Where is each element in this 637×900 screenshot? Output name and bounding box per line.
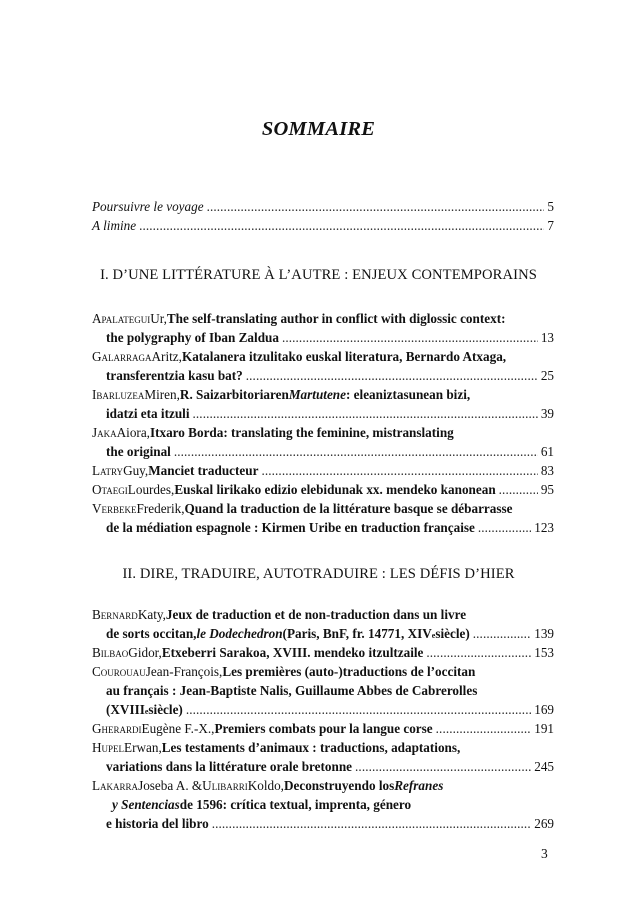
entry-title: Manciet traducteur <box>148 463 259 478</box>
toc-line <box>92 624 554 643</box>
dot-leader <box>478 518 531 537</box>
superscript: e <box>431 631 436 640</box>
author-name: Eugène F.-X., <box>141 721 215 736</box>
section-heading-1: I. D’UNE LITTÉRATURE À L’AUTRE : ENJEUX CONTEMPORAINS <box>100 267 537 283</box>
author-name: Aritz, <box>151 349 182 364</box>
toc-line <box>92 385 554 404</box>
author-surname: Courouau <box>92 664 146 679</box>
toc-line <box>92 499 554 518</box>
author-surname: Hupel <box>92 740 125 755</box>
dot-leader <box>174 442 538 461</box>
author-name: Guy, <box>123 463 149 478</box>
toc-line <box>92 518 554 537</box>
toc-line <box>92 404 554 423</box>
author-name: Jean-François, <box>145 664 223 679</box>
page-ref: 123 <box>534 520 554 535</box>
toc-line <box>92 738 554 757</box>
page-ref: 245 <box>534 759 554 774</box>
section-1-entries <box>92 309 554 537</box>
entry-title: Les testaments d’animaux : traductions, adaptations, <box>161 740 461 755</box>
entry-title: A limine <box>92 218 137 233</box>
dot-leader <box>246 366 538 385</box>
page-ref: 95 <box>540 482 554 497</box>
dot-leader <box>355 757 531 776</box>
page-ref: 83 <box>540 463 554 478</box>
dot-leader <box>499 480 538 499</box>
entry-title: Deconstruyendo los <box>283 778 395 793</box>
dot-leader <box>207 197 545 216</box>
toc-line <box>92 700 554 719</box>
entry-title: R. Saizarbitoriaren <box>179 387 289 402</box>
author-name: Ur, <box>150 311 167 326</box>
toc-line <box>92 366 554 385</box>
dot-leader <box>473 624 531 643</box>
page-title: SOMMAIRE <box>261 118 376 140</box>
toc-line <box>92 461 554 480</box>
page-ref: 7 <box>547 218 554 233</box>
toc-line <box>92 216 554 235</box>
dot-leader <box>426 643 531 662</box>
page-ref: 169 <box>534 702 554 717</box>
toc-line <box>92 757 554 776</box>
entry-title: e historia del libro <box>106 816 209 831</box>
section-heading-2: II. DIRE, TRADUIRE, AUTOTRADUIRE : LES DÉFIS D’HIER <box>122 566 515 582</box>
entry-title: the polygraphy of Iban Zaldua <box>106 330 279 345</box>
toc-line <box>92 328 554 347</box>
entry-title: de 1596: crítica textual, imprenta, género <box>179 797 412 812</box>
page-ref: 61 <box>540 444 554 459</box>
entry-title: Les premières (auto-)traductions de l’occitan <box>222 664 476 679</box>
page-ref: 39 <box>540 406 554 421</box>
toc-line <box>92 423 554 442</box>
author-surname: Galarraga <box>92 349 152 364</box>
section-2-entries <box>92 605 554 833</box>
entry-title: idatzi eta itzuli <box>106 406 190 421</box>
dot-leader <box>186 700 531 719</box>
toc-line <box>92 795 554 814</box>
dot-leader <box>193 404 538 423</box>
entry-title: The self-translating author in conflict with diglossic context: <box>166 311 506 326</box>
toc-line <box>92 197 554 216</box>
entry-title: de la médiation espagnole : Kirmen Uribe en traduction française <box>106 520 475 535</box>
toc-line <box>92 347 554 366</box>
author-name: Miren, <box>144 387 180 402</box>
entry-title: Martutene <box>288 387 346 402</box>
author-surname: Ibarluzea <box>92 387 145 402</box>
toc-line <box>92 719 554 738</box>
entry-title: Katalanera itzulitako euskal literatura, Bernardo Atxaga, <box>181 349 507 364</box>
page-ref: 25 <box>540 368 554 383</box>
author-surname: Jaka <box>92 425 117 440</box>
dot-leader <box>436 719 532 738</box>
author-name: Katy, <box>137 607 166 622</box>
entry-title: Jeux de traduction et de non-traduction dans un livre <box>165 607 467 622</box>
entry-title: le Dodechedron <box>196 626 283 641</box>
page-ref: 153 <box>534 645 554 660</box>
author-name: Gidor, <box>128 645 162 660</box>
author-name: Erwan, <box>124 740 162 755</box>
entry-title: : eleaniztasunean bizi, <box>345 387 471 402</box>
toc-line <box>92 605 554 624</box>
entry-title: Poursuivre le voyage <box>92 199 204 214</box>
entry-title: variations dans la littérature orale bretonne <box>106 759 353 774</box>
entry-title: Premiers combats pour la langue corse <box>214 721 433 736</box>
author-name: Koldo, <box>247 778 284 793</box>
page-ref: 13 <box>540 330 554 345</box>
toc-line <box>92 643 554 662</box>
author-name: Frederik, <box>136 501 185 516</box>
toc-line <box>92 662 554 681</box>
entry-title: transferentzia kasu bat? <box>106 368 243 383</box>
toc-line <box>92 681 554 700</box>
page-ref: 269 <box>534 816 554 831</box>
author-name: Joseba A. & <box>138 778 203 793</box>
author-surname: Apalategui <box>92 311 151 326</box>
author-surname: Bernard <box>92 607 138 622</box>
page-number: 3 <box>541 846 548 861</box>
entry-title: siècle) <box>148 702 183 717</box>
toc-line <box>92 309 554 328</box>
front-matter-list <box>92 197 554 235</box>
entry-title: Euskal lirikako edizio elebidunak xx. mendeko kanonean <box>174 482 496 497</box>
superscript: e <box>144 707 149 716</box>
toc-line <box>92 480 554 499</box>
dot-leader <box>139 216 544 235</box>
author-surname: Otaegi <box>92 482 128 497</box>
dot-leader <box>261 461 537 480</box>
author-surname: Bilbao <box>92 645 129 660</box>
entry-title: de sorts occitan, <box>106 626 197 641</box>
author-name: Lourdes, <box>127 482 175 497</box>
entry-title: au français : Jean-Baptiste Nalis, Guillaume Abbes de Cabrerolles <box>106 683 478 698</box>
entry-title: (XVIII <box>106 702 145 717</box>
author-surname: Verbeke <box>92 501 137 516</box>
entry-title: (Paris, BnF, fr. 14771, XIV <box>282 626 432 641</box>
entry-title: siècle) <box>435 626 470 641</box>
toc-line <box>92 442 554 461</box>
page-ref: 191 <box>534 721 554 736</box>
author-surname: Latry <box>92 463 124 478</box>
entry-title: y Sentencias <box>112 797 180 812</box>
entry-title: Quand la traduction de la littérature basque se débarrasse <box>184 501 513 516</box>
author-surname: Lakarra <box>92 778 139 793</box>
entry-title: Itxaro Borda: translating the feminine, mistranslating <box>149 425 454 440</box>
entry-title: Refranes <box>394 778 444 793</box>
author-surname: Ulibarri <box>202 778 248 793</box>
toc-line <box>92 776 554 795</box>
dot-leader <box>212 814 532 833</box>
entry-title: Etxeberri Sarakoa, XVIII. mendeko itzultzaile <box>161 645 424 660</box>
page-ref: 139 <box>534 626 554 641</box>
dot-leader <box>282 328 538 347</box>
author-surname: Gherardi <box>92 721 142 736</box>
entry-title: the original <box>106 444 171 459</box>
author-name: Aiora, <box>116 425 150 440</box>
toc-line <box>92 814 554 833</box>
page-ref: 5 <box>547 199 554 214</box>
